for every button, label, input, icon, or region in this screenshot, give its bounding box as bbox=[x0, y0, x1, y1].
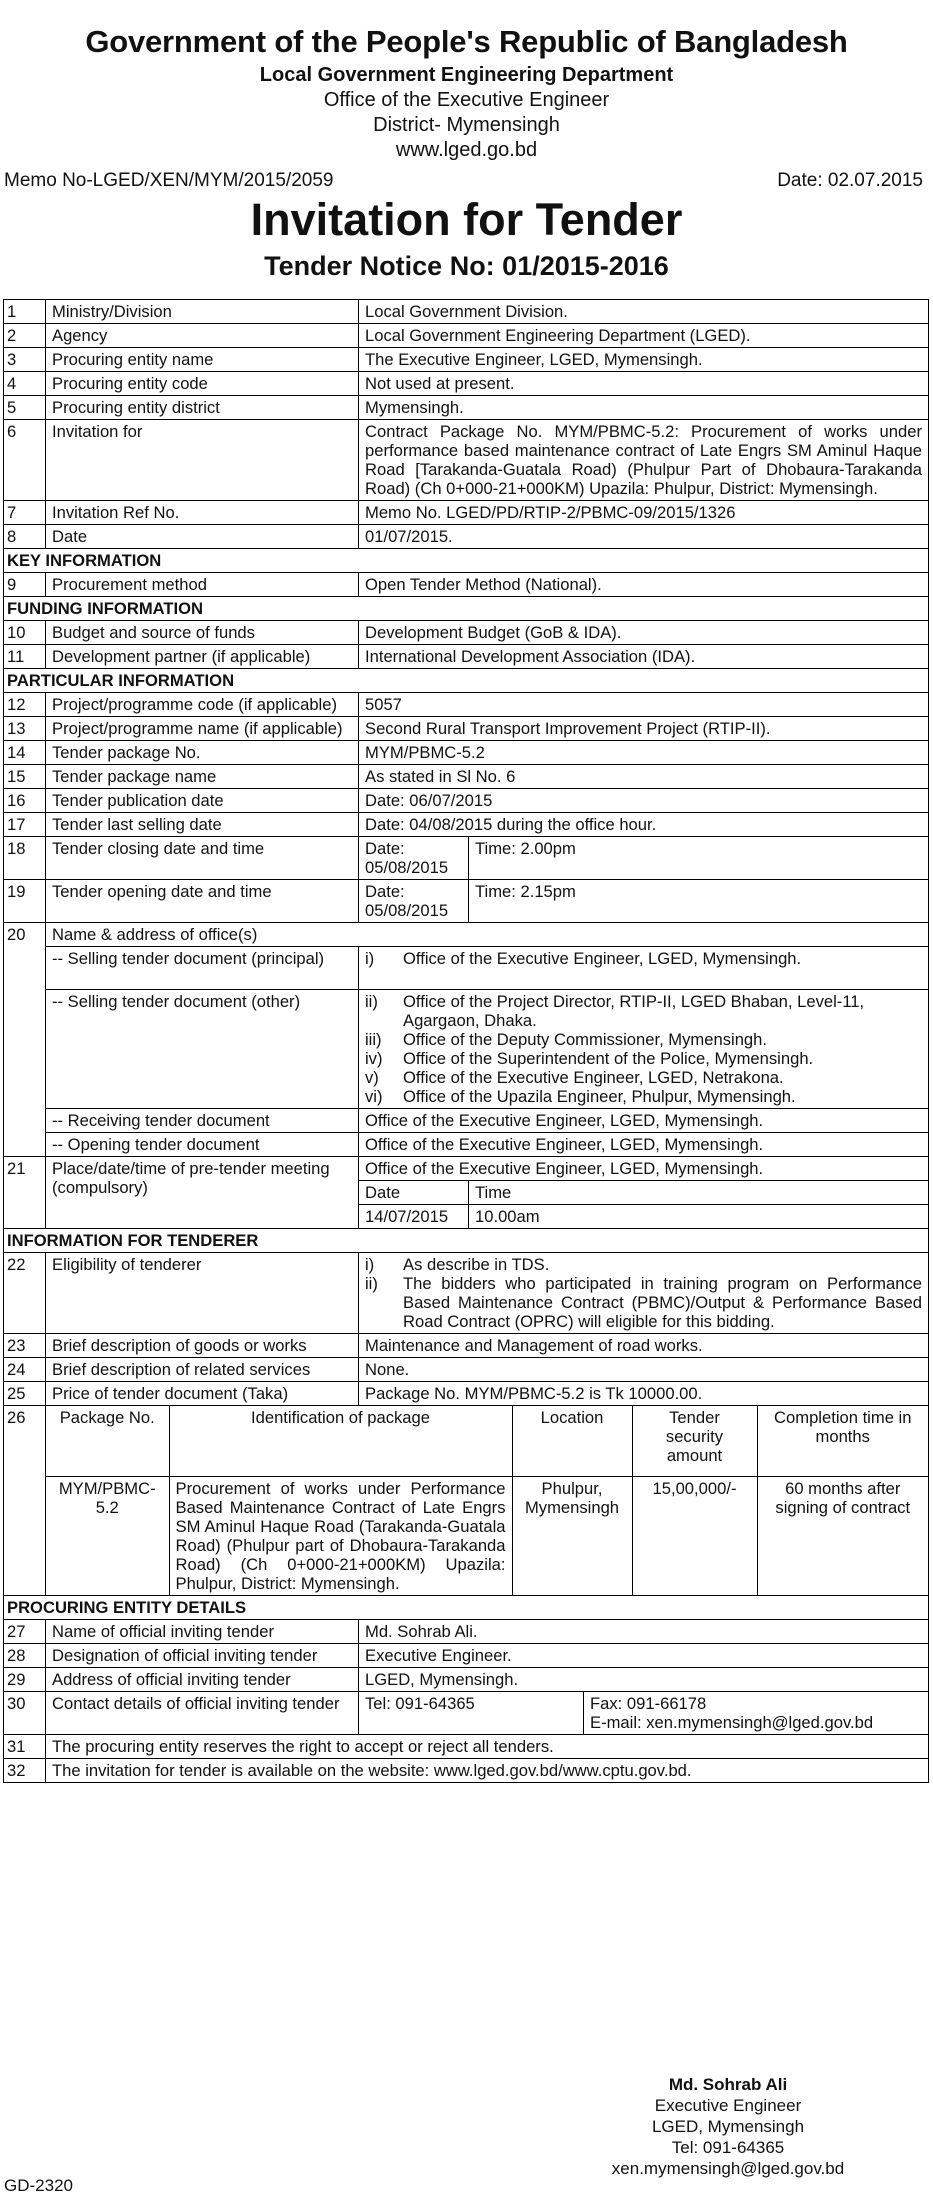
table-row bbox=[4, 396, 929, 420]
row-value: Development Budget (GoB & IDA). bbox=[359, 621, 929, 645]
table-row bbox=[4, 621, 929, 645]
row-value: Mymensingh. bbox=[359, 396, 929, 420]
row-label: Price of tender document (Taka) bbox=[46, 1382, 359, 1406]
table-row bbox=[4, 789, 929, 813]
table-row bbox=[4, 880, 929, 923]
row-label: Brief description of goods or works bbox=[46, 1334, 359, 1358]
row-value bbox=[359, 1157, 929, 1229]
table-row bbox=[4, 1644, 929, 1668]
memo-date: Date: 02.07.2015 bbox=[777, 170, 923, 191]
header-location: Location bbox=[512, 1406, 632, 1477]
row-label: Procurement method bbox=[46, 573, 359, 597]
row-number: 21 bbox=[4, 1157, 46, 1229]
section-heading bbox=[4, 549, 929, 573]
district-name: District- Mymensingh bbox=[373, 114, 560, 136]
table-row bbox=[4, 813, 929, 837]
signatory-email: xen.mymensingh@lged.gov.bd bbox=[611, 2159, 845, 2178]
row-number: 13 bbox=[4, 717, 46, 741]
list-marker: iv) bbox=[365, 1049, 383, 1068]
row-number: 7 bbox=[4, 501, 46, 525]
row-label: -- Receiving tender document bbox=[46, 1109, 359, 1133]
table-row bbox=[4, 372, 929, 396]
signatory-telephone: Tel: 091-64365 bbox=[671, 2138, 785, 2157]
row-label: Budget and source of funds bbox=[46, 621, 359, 645]
row-label: Place/date/time of pre-tender meeting (compulsory) bbox=[46, 1157, 359, 1229]
row-number: 10 bbox=[4, 621, 46, 645]
row-value: Local Government Engineering Department (LGED). bbox=[359, 324, 929, 348]
contact-email: E-mail: xen.mymensingh@lged.gov.bd bbox=[590, 1713, 874, 1732]
list-item bbox=[365, 949, 922, 968]
package-security-amount: 15,00,000/- bbox=[632, 1477, 757, 1596]
row-label: Project/programme name (if applicable) bbox=[46, 717, 359, 741]
list-text: Office of the Superintendent of the Police, Mymensingh. bbox=[403, 1049, 814, 1068]
tender-table bbox=[3, 299, 929, 1783]
row-label: -- Opening tender document bbox=[46, 1133, 359, 1157]
row-label: Tender closing date and time bbox=[46, 837, 359, 880]
header-completion-time: Completion time in months bbox=[757, 1406, 928, 1477]
signature-block bbox=[583, 2074, 873, 2179]
package-identification: Procurement of works under Performance Based Maintenance Contract of Late Engrs SM Aminul Haque Road (Tarakanda-Guatala Road) (Phulpur part of Dhobaura-Tarakanda Road) (Ch 0+000-21+000KM) Upazila: Phulpur, District: Mymensingh. bbox=[169, 1477, 512, 1596]
row-value: Second Rural Transport Improvement Project (RTIP-II). bbox=[359, 717, 929, 741]
package-row bbox=[46, 1477, 928, 1596]
section-heading bbox=[4, 597, 929, 621]
section-particular-information: PARTICULAR INFORMATION bbox=[4, 669, 929, 693]
table-row bbox=[4, 1358, 929, 1382]
table-row bbox=[4, 717, 929, 741]
row-label: Name of official inviting tender bbox=[46, 1620, 359, 1644]
list-item bbox=[365, 1255, 922, 1274]
row-label: Tender package name bbox=[46, 765, 359, 789]
list-marker: i) bbox=[365, 1255, 375, 1274]
table-row bbox=[4, 947, 929, 990]
table-row bbox=[4, 837, 929, 880]
row-number: 9 bbox=[4, 573, 46, 597]
header-security-amount: Tender security amount bbox=[632, 1406, 757, 1477]
list-text: Office of the Project Director, RTIP-II, LGED Bhaban, Level-11, Agargaon, Dhaka. bbox=[403, 992, 865, 1030]
table-row bbox=[4, 923, 929, 947]
row-number: 14 bbox=[4, 741, 46, 765]
row-value: Not used at present. bbox=[359, 372, 929, 396]
package-table-cell bbox=[46, 1406, 929, 1596]
row-number: 26 bbox=[4, 1406, 46, 1596]
row-number: 20 bbox=[4, 923, 46, 1157]
opening-time: Time: 2.15pm bbox=[475, 882, 576, 901]
row-label: Tender package No. bbox=[46, 741, 359, 765]
list-item bbox=[365, 1068, 922, 1087]
row-number: 31 bbox=[4, 1735, 46, 1759]
row-number: 12 bbox=[4, 693, 46, 717]
row-number: 19 bbox=[4, 880, 46, 923]
table-row bbox=[4, 1692, 929, 1735]
row-number: 30 bbox=[4, 1692, 46, 1735]
row-value bbox=[359, 837, 929, 880]
table-row bbox=[4, 1406, 929, 1596]
row-value: As stated in Sl No. 6 bbox=[359, 765, 929, 789]
row-number: 11 bbox=[4, 645, 46, 669]
row-label: -- Selling tender document (principal) bbox=[46, 947, 359, 990]
row-value: 5057 bbox=[359, 693, 929, 717]
row-label: Tender opening date and time bbox=[46, 880, 359, 923]
row-label: Designation of official inviting tender bbox=[46, 1644, 359, 1668]
table-row bbox=[4, 645, 929, 669]
row-label: Development partner (if applicable) bbox=[46, 645, 359, 669]
list-item bbox=[365, 1049, 922, 1068]
table-row bbox=[4, 741, 929, 765]
signatory-name: Md. Sohrab Ali bbox=[668, 2075, 788, 2094]
package-table bbox=[46, 1406, 928, 1595]
row-number: 25 bbox=[4, 1382, 46, 1406]
signatory-designation: Executive Engineer bbox=[654, 2096, 802, 2115]
row-number: 27 bbox=[4, 1620, 46, 1644]
section-funding-information: FUNDING INFORMATION bbox=[4, 597, 929, 621]
row-value: Contract Package No. MYM/PBMC-5.2: Procurement of works under performance based maintenance contract of Late Engrs SM Aminul Haque Road [Tarakanda-Guatala Road) (Phulpur Part of Dhobaura-Tarakanda Road) (Ch 0+000-21+000KM) Upazila: Phulpur, District: Mymensingh. bbox=[359, 420, 929, 501]
memo-number: Memo No-LGED/XEN/MYM/2015/2059 bbox=[4, 170, 334, 191]
row-value: The Executive Engineer, LGED, Mymensingh. bbox=[359, 348, 929, 372]
table-row bbox=[4, 1334, 929, 1358]
table-row bbox=[4, 1253, 929, 1334]
row-label: Agency bbox=[46, 324, 359, 348]
table-row bbox=[4, 300, 929, 324]
table-row bbox=[4, 501, 929, 525]
row-label: Eligibility of tenderer bbox=[46, 1253, 359, 1334]
table-row bbox=[4, 1133, 929, 1157]
row-label: -- Selling tender document (other) bbox=[46, 990, 359, 1109]
row-value: Open Tender Method (National). bbox=[359, 573, 929, 597]
package-number: MYM/PBMC-5.2 bbox=[46, 1477, 169, 1596]
contact-fax: Fax: 091-66178 bbox=[590, 1694, 707, 1713]
row-number: 23 bbox=[4, 1334, 46, 1358]
row-value: Memo No. LGED/PD/RTIP-2/PBMC-09/2015/1326 bbox=[359, 501, 929, 525]
meeting-time: 10.00am bbox=[475, 1207, 540, 1226]
website: www.lged.go.bd bbox=[395, 139, 538, 161]
package-completion-time: 60 months after signing of contract bbox=[757, 1477, 928, 1596]
row-value: The invitation for tender is available on the website: www.lged.gov.bd/www.cptu.gov.bd. bbox=[46, 1759, 929, 1783]
section-key-information: KEY INFORMATION bbox=[4, 549, 929, 573]
row-number: 3 bbox=[4, 348, 46, 372]
row-number: 5 bbox=[4, 396, 46, 420]
list-text: Office of the Executive Engineer, LGED, Netrakona. bbox=[403, 1068, 784, 1087]
row-value: 01/07/2015. bbox=[359, 525, 929, 549]
row-value bbox=[359, 1692, 929, 1735]
list-item bbox=[365, 1087, 922, 1106]
row-label: Brief description of related services bbox=[46, 1358, 359, 1382]
row-value: International Development Association (IDA). bbox=[359, 645, 929, 669]
list-item bbox=[365, 992, 922, 1030]
row-label: Tender publication date bbox=[46, 789, 359, 813]
row-value bbox=[359, 990, 929, 1109]
office-name: Office of the Executive Engineer bbox=[323, 89, 610, 111]
row-number: 2 bbox=[4, 324, 46, 348]
meeting-place: Office of the Executive Engineer, LGED, Mymensingh. bbox=[359, 1157, 928, 1181]
list-text: Office of the Executive Engineer, LGED, Mymensingh. bbox=[403, 949, 802, 968]
table-row bbox=[4, 1620, 929, 1644]
contact-telephone: Tel: 091-64365 bbox=[359, 1692, 584, 1734]
list-item bbox=[365, 1030, 922, 1049]
row-value: Executive Engineer. bbox=[359, 1644, 929, 1668]
row-label: Procuring entity code bbox=[46, 372, 359, 396]
row-label: Project/programme code (if applicable) bbox=[46, 693, 359, 717]
header-package-no: Package No. bbox=[46, 1406, 169, 1477]
row-number: 17 bbox=[4, 813, 46, 837]
memo-row bbox=[0, 168, 933, 196]
row-number: 32 bbox=[4, 1759, 46, 1783]
list-text: The bidders who participated in training program on Performance Based Maintenance Contract (PBMC)/Output & Performance Based Road Contract (OPRC) will eligible for this bidding. bbox=[403, 1274, 922, 1331]
tender-notice-number: Tender Notice No: 01/2015-2016 bbox=[264, 251, 669, 281]
row-number: 6 bbox=[4, 420, 46, 501]
table-row bbox=[4, 990, 929, 1109]
row-label: Invitation for bbox=[46, 420, 359, 501]
row-number: 16 bbox=[4, 789, 46, 813]
row-value: Office of the Executive Engineer, LGED, Mymensingh. bbox=[359, 1133, 929, 1157]
package-location: Phulpur, Mymensingh bbox=[512, 1477, 632, 1596]
row-value: Package No. MYM/PBMC-5.2 is Tk 10000.00. bbox=[359, 1382, 929, 1406]
footer-code: GD-2320 bbox=[4, 2176, 73, 2195]
table-row bbox=[4, 1735, 929, 1759]
row-number: 24 bbox=[4, 1358, 46, 1382]
page-title: Invitation for Tender bbox=[250, 194, 683, 245]
table-row bbox=[4, 693, 929, 717]
row-value: Office of the Executive Engineer, LGED, Mymensingh. bbox=[359, 1109, 929, 1133]
table-row bbox=[4, 420, 929, 501]
row-number: 18 bbox=[4, 837, 46, 880]
row-value: Date: 06/07/2015 bbox=[359, 789, 929, 813]
list-marker: i) bbox=[365, 949, 375, 968]
closing-date: Date: 05/08/2015 bbox=[359, 837, 469, 879]
row-value bbox=[359, 947, 929, 990]
government-title: Government of the People's Republic of Bangladesh bbox=[85, 24, 848, 59]
table-row bbox=[4, 348, 929, 372]
row-label: Tender last selling date bbox=[46, 813, 359, 837]
row-label: Address of official inviting tender bbox=[46, 1668, 359, 1692]
row-label: Ministry/Division bbox=[46, 300, 359, 324]
list-text: As describe in TDS. bbox=[403, 1255, 550, 1274]
row-value: Date: 04/08/2015 during the office hour. bbox=[359, 813, 929, 837]
package-header-row bbox=[46, 1406, 928, 1477]
section-procuring-entity-details: PROCURING ENTITY DETAILS bbox=[4, 1596, 929, 1620]
section-heading bbox=[4, 1229, 929, 1253]
section-heading bbox=[4, 669, 929, 693]
row-label: Invitation Ref No. bbox=[46, 501, 359, 525]
table-row bbox=[4, 1668, 929, 1692]
row-value: Maintenance and Management of road works. bbox=[359, 1334, 929, 1358]
list-marker: ii) bbox=[365, 992, 378, 1011]
list-item bbox=[365, 1274, 922, 1331]
list-marker: ii) bbox=[365, 1274, 378, 1293]
row-value: MYM/PBMC-5.2 bbox=[359, 741, 929, 765]
row-value: None. bbox=[359, 1358, 929, 1382]
table-row bbox=[4, 1109, 929, 1133]
list-marker: v) bbox=[365, 1068, 379, 1087]
row-label: Procuring entity district bbox=[46, 396, 359, 420]
row-number: 8 bbox=[4, 525, 46, 549]
letterhead bbox=[0, 24, 933, 162]
row-label: Contact details of official inviting tender bbox=[46, 1692, 359, 1735]
row-number: 1 bbox=[4, 300, 46, 324]
row-value bbox=[359, 1253, 929, 1334]
table-row bbox=[4, 1157, 929, 1229]
list-text: Office of the Deputy Commissioner, Mymensingh. bbox=[403, 1030, 767, 1049]
row-number: 28 bbox=[4, 1644, 46, 1668]
row-value: Md. Sohrab Ali. bbox=[359, 1620, 929, 1644]
row-value: Local Government Division. bbox=[359, 300, 929, 324]
closing-time: Time: 2.00pm bbox=[475, 839, 576, 858]
section-information-for-tenderer: INFORMATION FOR TENDERER bbox=[4, 1229, 929, 1253]
row-number: 22 bbox=[4, 1253, 46, 1334]
row-label: Name & address of office(s) bbox=[46, 923, 929, 947]
list-marker: vi) bbox=[365, 1087, 383, 1106]
meeting-time-header: Time bbox=[475, 1183, 512, 1202]
row-number: 29 bbox=[4, 1668, 46, 1692]
row-label: Procuring entity name bbox=[46, 348, 359, 372]
table-row bbox=[4, 573, 929, 597]
department-name: Local Government Engineering Department bbox=[259, 64, 674, 86]
row-value bbox=[359, 880, 929, 923]
header-identification: Identification of package bbox=[169, 1406, 512, 1477]
table-row bbox=[4, 525, 929, 549]
row-number: 15 bbox=[4, 765, 46, 789]
row-label: Date bbox=[46, 525, 359, 549]
signatory-office: LGED, Mymensingh bbox=[651, 2117, 805, 2136]
meeting-date-header: Date bbox=[359, 1181, 469, 1204]
list-text: Office of the Upazila Engineer, Phulpur, Mymensingh. bbox=[403, 1087, 796, 1106]
opening-date: Date: 05/08/2015 bbox=[359, 880, 469, 922]
row-value: The procuring entity reserves the right to accept or reject all tenders. bbox=[46, 1735, 929, 1759]
list-marker: iii) bbox=[365, 1030, 382, 1049]
row-number: 4 bbox=[4, 372, 46, 396]
meeting-date: 14/07/2015 bbox=[359, 1205, 469, 1228]
section-heading bbox=[4, 1596, 929, 1620]
row-value: LGED, Mymensingh. bbox=[359, 1668, 929, 1692]
table-row bbox=[4, 324, 929, 348]
table-row bbox=[4, 765, 929, 789]
table-row bbox=[4, 1759, 929, 1783]
table-row bbox=[4, 1382, 929, 1406]
